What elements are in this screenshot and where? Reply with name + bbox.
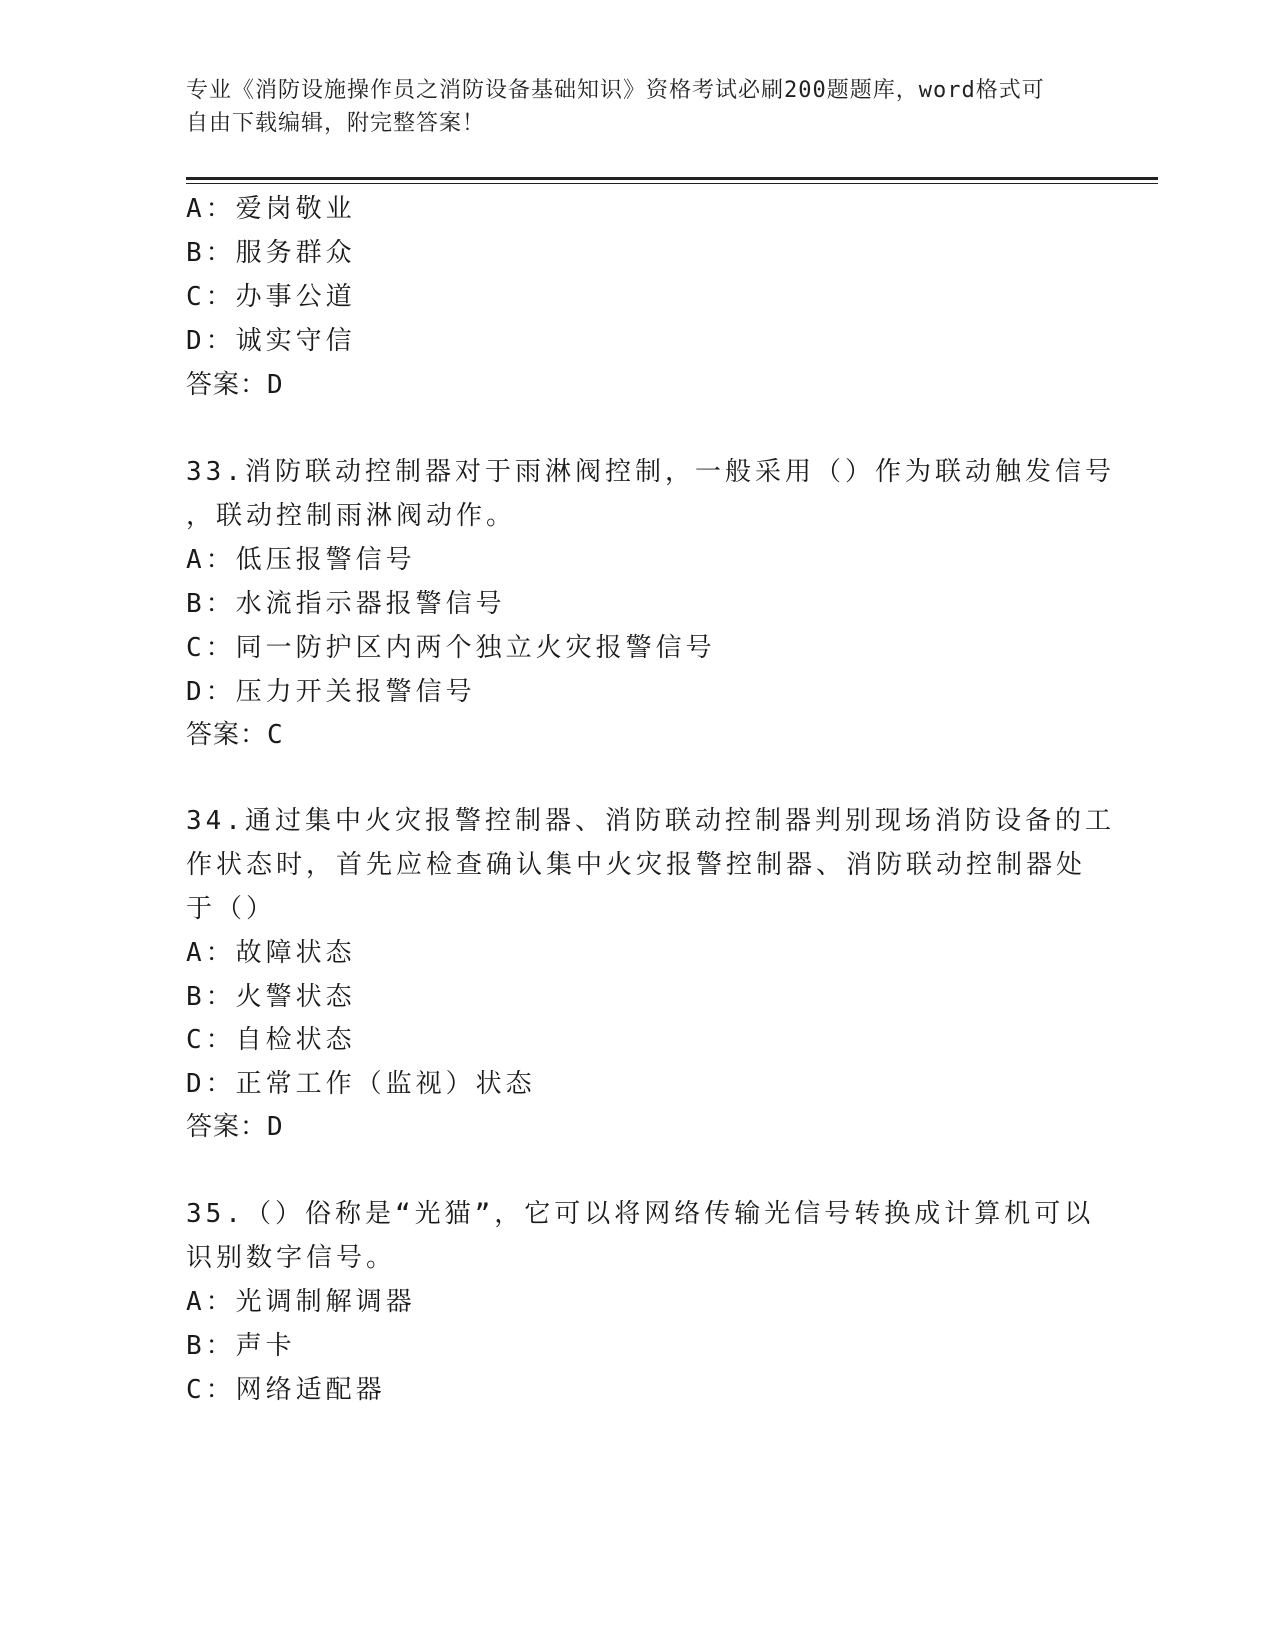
header-rule-thick bbox=[186, 177, 1158, 180]
q34-option-d: D：正常工作（监视）状态 bbox=[186, 1069, 536, 1099]
q33-option-c: C：同一防护区内两个独立火灾报警信号 bbox=[186, 633, 716, 663]
q34-question-line-2: 作状态时，首先应检查确认集中火灾报警控制器、消防联动控制器处 bbox=[186, 850, 1087, 880]
q34-answer: 答案：D bbox=[186, 1112, 284, 1142]
document-header: 专业《消防设施操作员之消防设备基础知识》资格考试必刷200题题库，word格式可自由下载编辑，附完整答案！ bbox=[186, 78, 1045, 136]
header-rule-thin bbox=[186, 183, 1158, 184]
q33-question-line-1: 33.消防联动控制器对于雨淋阀控制，一般采用（）作为联动触发信号 bbox=[186, 457, 1115, 487]
q32-option-b: B：服务群众 bbox=[186, 238, 356, 268]
q32-option-d: D：诚实守信 bbox=[186, 326, 356, 356]
q34-question-line-1: 34.通过集中火灾报警控制器、消防联动控制器判别现场消防设备的工 bbox=[186, 806, 1115, 836]
q32-option-c: C：办事公道 bbox=[186, 282, 356, 312]
q34-option-c: C：自检状态 bbox=[186, 1025, 356, 1055]
q35-option-b: B：声卡 bbox=[186, 1331, 296, 1361]
q35-option-a: A：光调制解调器 bbox=[186, 1287, 416, 1317]
q33-answer: 答案：C bbox=[186, 720, 284, 750]
q35-option-c: C：网络适配器 bbox=[186, 1375, 386, 1405]
q34-option-b: B：火警状态 bbox=[186, 982, 356, 1012]
q33-option-b: B：水流指示器报警信号 bbox=[186, 589, 506, 619]
q34-option-a: A：故障状态 bbox=[186, 938, 356, 968]
q33-option-a: A：低压报警信号 bbox=[186, 545, 416, 575]
q32-option-a: A：爱岗敬业 bbox=[186, 194, 356, 224]
q32-answer: 答案：D bbox=[186, 370, 284, 400]
q33-option-d: D：压力开关报警信号 bbox=[186, 677, 476, 707]
q35-question-line-2: 识别数字信号。 bbox=[186, 1243, 397, 1273]
q33-question-line-2: ，联动控制雨淋阀动作。 bbox=[186, 501, 517, 531]
q34-question-line-3: 于（） bbox=[186, 894, 277, 924]
q35-question-line-1: 35.（）俗称是“光猫”，它可以将网络传输光信号转换成计算机可以 bbox=[186, 1199, 1095, 1229]
